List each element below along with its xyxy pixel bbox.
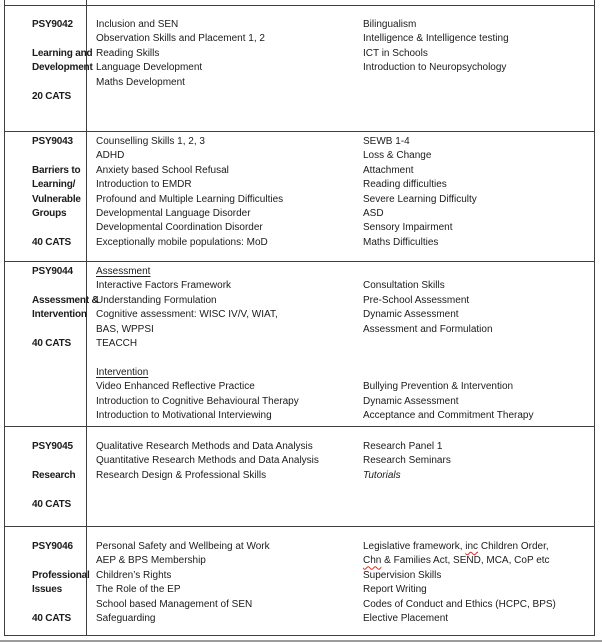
module-topic: Maths Difficulties xyxy=(363,236,439,248)
module-info-line: Assessment & xyxy=(32,294,99,306)
module-topic: BAS, WPPSI xyxy=(96,323,154,335)
module-topic: Tutorials xyxy=(363,469,401,481)
module-info-line xyxy=(32,454,86,468)
module-info-line xyxy=(32,32,86,46)
module-topic: ADHD xyxy=(96,150,125,162)
module-info-line xyxy=(32,554,86,568)
topics-column-left xyxy=(87,132,594,250)
module-info-line: Learning/ xyxy=(32,179,76,191)
module-topic: Anxiety based School Refusal xyxy=(96,164,229,176)
module-info-line: Research xyxy=(32,469,76,481)
topics-column-right xyxy=(363,262,533,423)
module-info-line xyxy=(32,598,86,612)
module-info-line: Learning and xyxy=(32,47,93,59)
module-topic: Consultation Skills xyxy=(363,280,445,292)
module-info-line: PSY9045 xyxy=(32,441,73,452)
module-topic: Understanding Formulation xyxy=(96,294,217,306)
module-topic: Assessment xyxy=(96,266,151,277)
topics-column-right xyxy=(363,527,556,626)
module-topic xyxy=(363,351,533,365)
module-topic: Counselling Skills 1, 2, 3 xyxy=(96,136,205,147)
module-topic: ASD xyxy=(363,207,384,219)
topics-column-right xyxy=(363,427,451,483)
module-topics-cell xyxy=(87,6,594,131)
module-topic: TEACCH xyxy=(96,337,138,349)
page-break-line xyxy=(0,640,602,642)
module-info-line: 40 CATS xyxy=(32,612,71,624)
module-info-line: Barriers to xyxy=(32,164,81,176)
table-row-psy9044 xyxy=(5,261,594,426)
module-topic: Supervision Skills xyxy=(363,569,442,581)
module-topics-cell xyxy=(87,262,594,426)
module-info-line: PSY9043 xyxy=(32,136,73,147)
modules-table xyxy=(4,5,595,636)
module-topic: Language Development xyxy=(96,62,203,74)
module-topic: Research Seminars xyxy=(363,455,451,467)
module-topic xyxy=(363,337,533,351)
spellcheck-flagged-word: inc xyxy=(465,541,479,552)
module-info-cell xyxy=(5,262,99,426)
module-info-line xyxy=(32,76,86,90)
module-topic: Codes of Conduct and Ethics (HCPC, BPS) xyxy=(363,598,556,610)
module-topic: Safeguarding xyxy=(96,612,156,624)
module-topic: School based Management of SEN xyxy=(96,598,253,610)
module-topic: Qualitative Research Methods and Data Analysis xyxy=(96,441,313,452)
module-topic: Severe Learning Difficulty xyxy=(363,193,477,205)
module-info-line xyxy=(32,149,86,163)
module-topic: Elective Placement xyxy=(363,612,449,624)
module-info-cell xyxy=(5,6,93,131)
module-info-line: 40 CATS xyxy=(32,498,71,510)
module-topic xyxy=(363,554,556,568)
module-info-line: 40 CATS xyxy=(32,337,71,349)
module-topic: Intelligence & Intelligence testing xyxy=(363,33,509,45)
module-info-line: Groups xyxy=(32,207,67,219)
module-topic: Pre-School Assessment xyxy=(363,294,470,306)
topics-column-left xyxy=(87,427,594,483)
module-topic: Bilingualism xyxy=(363,19,417,30)
module-topic: Sensory Impairment xyxy=(363,222,453,234)
module-topic: Observation Skills and Placement 1, 2 xyxy=(96,33,265,45)
module-topic: Dynamic Assessment xyxy=(363,309,459,321)
module-topic xyxy=(363,265,533,279)
module-topic: Cognitive assessment: WISC IV/V, WIAT, xyxy=(96,309,278,321)
module-topic: Video Enhanced Reflective Practice xyxy=(96,381,255,393)
module-topic: Introduction to Cognitive Behavioural Therapy xyxy=(96,395,299,407)
module-topic: Personal Safety and Wellbeing at Work xyxy=(96,541,270,552)
module-topic: Introduction to Neuropsychology xyxy=(363,62,507,74)
module-topic: Introduction to Motivational Interviewing xyxy=(96,409,272,421)
module-topic: ICT in Schools xyxy=(363,47,428,59)
module-topic: Dynamic Assessment xyxy=(363,395,459,407)
module-topic: Report Writing xyxy=(363,584,427,596)
module-topics-cell xyxy=(87,427,594,526)
table-row-psy9042 xyxy=(5,6,594,131)
topics-column-right xyxy=(363,6,509,76)
module-info-line: PSY9044 xyxy=(32,266,73,277)
spellcheck-flagged-word: Chn xyxy=(363,555,382,567)
module-topics-cell xyxy=(87,132,594,261)
topics-column-left xyxy=(87,6,594,90)
module-topic: The Role of the EP xyxy=(96,584,181,596)
module-info-line: Development xyxy=(32,62,93,74)
module-info-line: PSY9042 xyxy=(32,19,73,30)
module-topic: Quantitative Research Methods and Data Analysis xyxy=(96,455,319,467)
module-info-line: 40 CATS xyxy=(32,236,71,248)
module-topics-cell xyxy=(87,527,594,635)
module-info-line: PSY9046 xyxy=(32,541,73,552)
module-topic: Developmental Coordination Disorder xyxy=(96,222,263,234)
module-topic: Acceptance and Commitment Therapy xyxy=(363,409,534,421)
module-topic xyxy=(363,366,533,380)
module-topic: Research Design & Professional Skills xyxy=(96,469,267,481)
module-info-line xyxy=(32,221,86,235)
module-info-cell xyxy=(5,527,90,635)
module-topic: Interactive Factors Framework xyxy=(96,280,232,292)
table-row-psy9046 xyxy=(5,526,594,635)
module-info-line xyxy=(32,323,86,337)
module-topic: Loss & Change xyxy=(363,150,432,162)
module-topic: Intervention xyxy=(96,366,149,378)
module-info-cell xyxy=(5,427,87,526)
module-topic: Inclusion and SEN xyxy=(96,19,179,30)
module-topic: Maths Development xyxy=(96,76,185,88)
module-info-line xyxy=(32,483,86,497)
module-topic: Developmental Language Disorder xyxy=(96,207,251,219)
module-info-line: 20 CATS xyxy=(32,90,71,102)
module-info-cell xyxy=(5,132,87,261)
module-topic: Reading difficulties xyxy=(363,179,447,191)
module-info-line xyxy=(32,279,86,293)
module-topic: Reading Skills xyxy=(96,47,160,59)
module-topic: Children’s Rights xyxy=(96,569,172,581)
module-info-line: Vulnerable xyxy=(32,193,81,205)
module-topic: Profound and Multiple Learning Difficulties xyxy=(96,193,284,205)
text-segment: Legislative framework, xyxy=(363,541,466,552)
text-segment: Children Order, xyxy=(478,541,549,552)
module-topic: AEP & BPS Membership xyxy=(96,555,206,567)
module-info-line: Issues xyxy=(32,584,62,596)
module-topic xyxy=(363,540,556,554)
module-topic: Exceptionally mobile populations: MoD xyxy=(96,236,268,248)
module-topic: Bullying Prevention & Intervention xyxy=(363,381,514,393)
topics-column-right xyxy=(363,132,477,250)
module-info-line: Professional xyxy=(32,569,90,581)
text-segment: & Families Act, SEND, MCA, CoP etc xyxy=(381,555,550,567)
module-topic: SEWB 1-4 xyxy=(363,136,410,147)
module-topic: Research Panel 1 xyxy=(363,441,443,452)
table-row-psy9043 xyxy=(5,131,594,261)
table-row-psy9045 xyxy=(5,426,594,526)
module-info-line: Intervention xyxy=(32,309,87,321)
module-topic: Attachment xyxy=(363,164,414,176)
module-topic: Introduction to EMDR xyxy=(96,179,192,191)
module-topic: Assessment and Formulation xyxy=(363,323,493,335)
